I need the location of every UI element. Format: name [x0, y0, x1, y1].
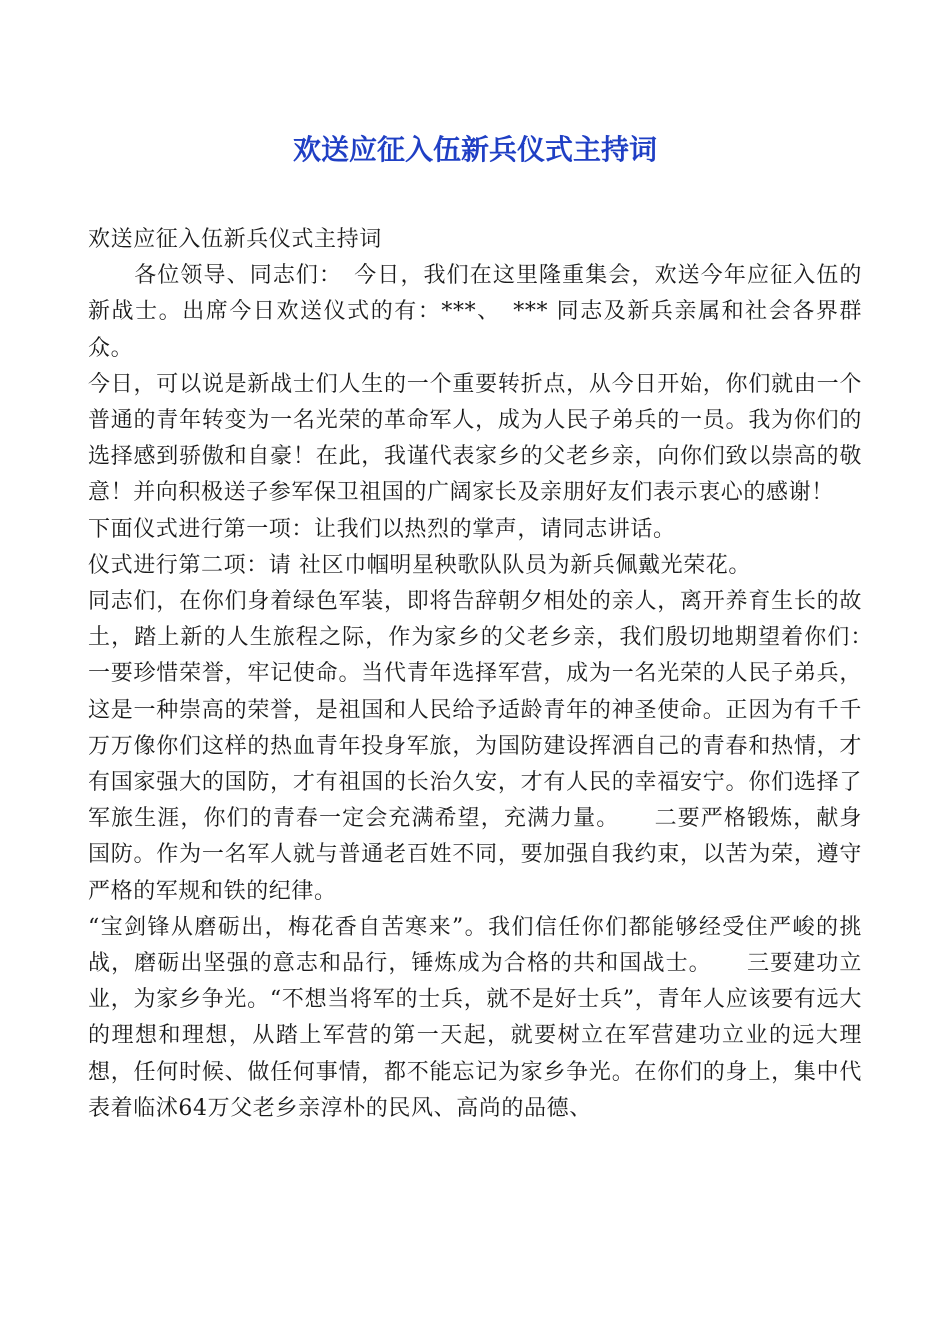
body-paragraph: “宝剑锋从磨砺出，梅花香自苦寒来”。我们信任你们都能够经受住严峻的挑战，磨砺出坚强的意志和品行，锤炼成为合格的共和国战士。 三要建功立业，为家乡争光。“不想当将军的士兵，就不是好士兵”，青年人应该要有远大的理想和理想，从踏上军营的第一天起，就要树立在军营建功立业的远大理想，任何时候、做任何事情，都不能忘记为家乡争光。在你们的身上，集中代表着临沭64万父老乡亲淳朴的民风、高尚的品德、 — [88, 914, 862, 1121]
body-paragraph: 今日，可以说是新战士们人生的一个重要转折点，从今日开始，你们就由一个普通的青年转变为一名光荣的革命军人，成为人民子弟兵的一员。我为你们的选择感到骄傲和自豪！在此，我谨代表家乡的父老乡亲，向你们致以崇高的敬意！并向积极送子参军保卫祖国的广阔家长及亲朋好友们表示衷心的感谢！ — [88, 371, 862, 506]
body-paragraph: 同志们，在你们身着绿色军装，即将告辞朝夕相处的亲人，离开养育生长的故土，踏上新的人生旅程之际，作为家乡的父老乡亲，我们殷切地期望着你们： 一要珍惜荣誉，牢记使命。当代青年选择军营，成为一名光荣的人民子弟兵，这是一种崇高的荣誉，是祖国和人民给予适龄青年的神圣使命。正因为有千千万万像你们这样的热血青年投身军旅，为国防建设挥洒自己的青春和热情，才有国家强大的国防，才有祖国的长治久安，才有人民的幸福安宁。你们选择了军旅生涯，你们的青春一定会充满希望，充满力量。 二要严格锻炼，献身国防。作为一名军人就与普通老百姓不同，要加强自我约束，以苦为荣，遵守严格的军规和铁的纪律。 — [88, 589, 908, 904]
document-title: 欢送应征入伍新兵仪式主持词 — [292, 133, 657, 166]
subtitle-paragraph: 欢送应征入伍新兵仪式主持词 — [88, 227, 382, 252]
document-body — [88, 222, 908, 1127]
greeting-paragraph: 各位领导、同志们： 今日，我们在这里隆重集会，欢送今年应征入伍的新战士。出席今日欢送仪式的有：***、 *** 同志及新兵亲属和社会各界群众。 — [88, 263, 862, 361]
agenda-item-two: 仪式进行第二项：请 社区巾帼明星秧歌队队员为新兵佩戴光荣花。 — [88, 552, 751, 578]
agenda-item-one: 下面仪式进行第一项：让我们以热烈的掌声，请同志讲话。 — [88, 516, 676, 542]
